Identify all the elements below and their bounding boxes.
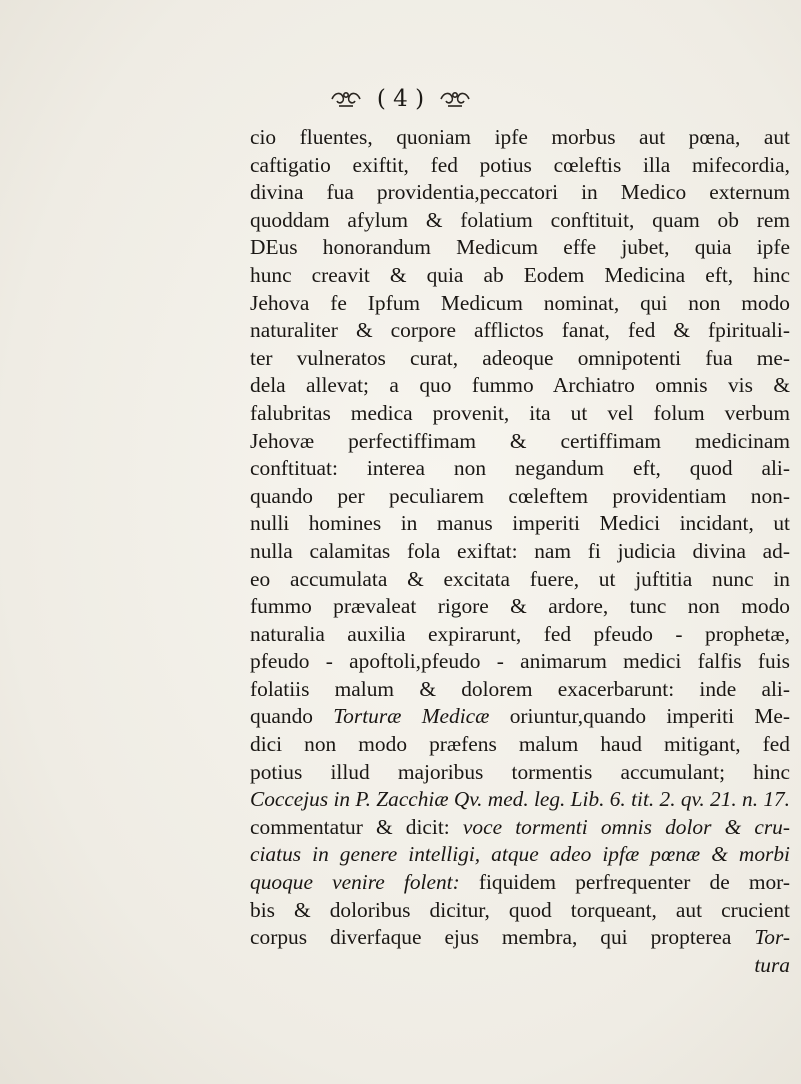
text-segment: oriuntur,quando imperiti Me-	[489, 704, 790, 729]
body-text	[250, 124, 790, 979]
text-segment: falubritas medica provenit, ita ut vel folum verbum	[250, 400, 790, 425]
italic-segment: ciatus in genere intelligi, atque adeo ipfæ pœnæ & morbi	[250, 842, 790, 867]
text-segment: DEus honorandum Medicum effe jubet, quia ipfe	[250, 235, 790, 260]
text-segment: divina fua providentia,peccatori in Medico externum	[250, 180, 790, 205]
text-line	[250, 676, 790, 704]
text-segment: Jehovæ perfectiffimam & certiffimam medicinam	[250, 428, 790, 453]
text-segment: Jehova fe Ipfum Medicum nominat, qui non modo	[250, 290, 790, 315]
text-line	[250, 483, 790, 511]
ornament-right-icon	[438, 89, 472, 109]
text-segment: dela allevat; a quo fummo Archiatro omnis vis &	[250, 373, 790, 398]
text-segment: corpus diverfaque ejus membra, qui propterea	[250, 925, 755, 950]
text-line	[250, 538, 790, 566]
text-line	[250, 731, 790, 759]
text-segment: fummo prævaleat rigore & ardore, tunc non modo	[250, 594, 790, 619]
italic-segment: quoque venire folent:	[250, 870, 479, 895]
text-line	[250, 290, 790, 318]
text-line	[250, 455, 790, 483]
text-segment: bis & doloribus dicitur, quod torqueant, aut crucient	[250, 897, 790, 922]
text-line	[250, 372, 790, 400]
text-line	[250, 566, 790, 594]
text-line	[250, 621, 790, 649]
text-segment: potius illud majoribus tormentis accumulant; hinc	[250, 759, 790, 784]
text-line	[250, 234, 790, 262]
page-number: ( 4 )	[376, 86, 425, 112]
text-line	[250, 703, 790, 731]
text-segment: dici non modo præfens malum haud mitigant, fed	[250, 732, 790, 757]
text-segment: fiquidem perfrequenter de mor-	[478, 870, 790, 895]
text-line	[250, 317, 790, 345]
text-line	[250, 648, 790, 676]
text-line	[250, 786, 790, 814]
text-segment: quando per peculiarem cœleftem providentiam non-	[250, 483, 790, 508]
text-segment: quoddam afylum & folatium conftituit, quam ob rem	[250, 207, 790, 232]
text-line	[250, 897, 790, 925]
italic-segment: Torturæ Medicæ	[333, 704, 490, 729]
text-segment: folatiis malum & dolorem exacerbarunt: inde ali-	[250, 676, 790, 701]
text-segment: naturalia auxilia expirarunt, fed pfeudo - prophetæ,	[250, 621, 790, 646]
italic-segment: tura	[754, 952, 790, 977]
text-segment: nulla calamitas fola exiftat: nam fi judicia divina ad-	[250, 538, 790, 563]
text-line	[250, 124, 790, 152]
text-segment: naturaliter & corpore afflictos fanat, fed & fpirituali-	[250, 318, 790, 343]
text-line	[250, 952, 790, 980]
text-segment: commentatur & dicit:	[250, 814, 463, 839]
italic-segment: Coccejus in P. Zacchiæ Qv. med. leg. Lib. 6. tit. 2. qv. 21. n. 17.	[250, 787, 790, 812]
text-segment: caftigatio exiftit, fed potius cœleftis illa mifecordia,	[250, 152, 790, 177]
text-segment: conftituat: interea non negandum eft, quod ali-	[250, 456, 790, 481]
italic-segment: voce tormenti omnis dolor & cru-	[462, 814, 791, 839]
ornament-left-icon	[329, 89, 363, 109]
text-line	[250, 593, 790, 621]
text-line	[250, 179, 790, 207]
text-line	[250, 869, 790, 897]
text-line	[250, 345, 790, 373]
text-line	[250, 400, 790, 428]
text-segment: nulli homines in manus imperiti Medici incidant, ut	[250, 511, 790, 536]
text-segment: eo accumulata & excitata fuere, ut juftitia nunc in	[250, 566, 790, 591]
page-header	[0, 86, 801, 112]
text-line	[250, 924, 790, 952]
text-line	[250, 428, 790, 456]
text-segment: ter vulneratos curat, adeoque omnipotenti fua me-	[250, 345, 790, 370]
text-line	[250, 759, 790, 787]
text-line	[250, 841, 790, 869]
text-line	[250, 152, 790, 180]
text-segment: cio fluentes, quoniam ipfe morbus aut pœna, aut	[250, 125, 790, 149]
text-segment: quando	[250, 704, 334, 729]
text-line	[250, 262, 790, 290]
text-segment: hunc creavit & quia ab Eodem Medicina eft, hinc	[250, 262, 790, 287]
text-segment: pfeudo - apoftoli,pfeudo - animarum medici falfis fuis	[250, 649, 790, 674]
text-line	[250, 207, 790, 235]
text-line	[250, 510, 790, 538]
italic-segment: Tor-	[754, 925, 790, 950]
text-line	[250, 814, 790, 842]
